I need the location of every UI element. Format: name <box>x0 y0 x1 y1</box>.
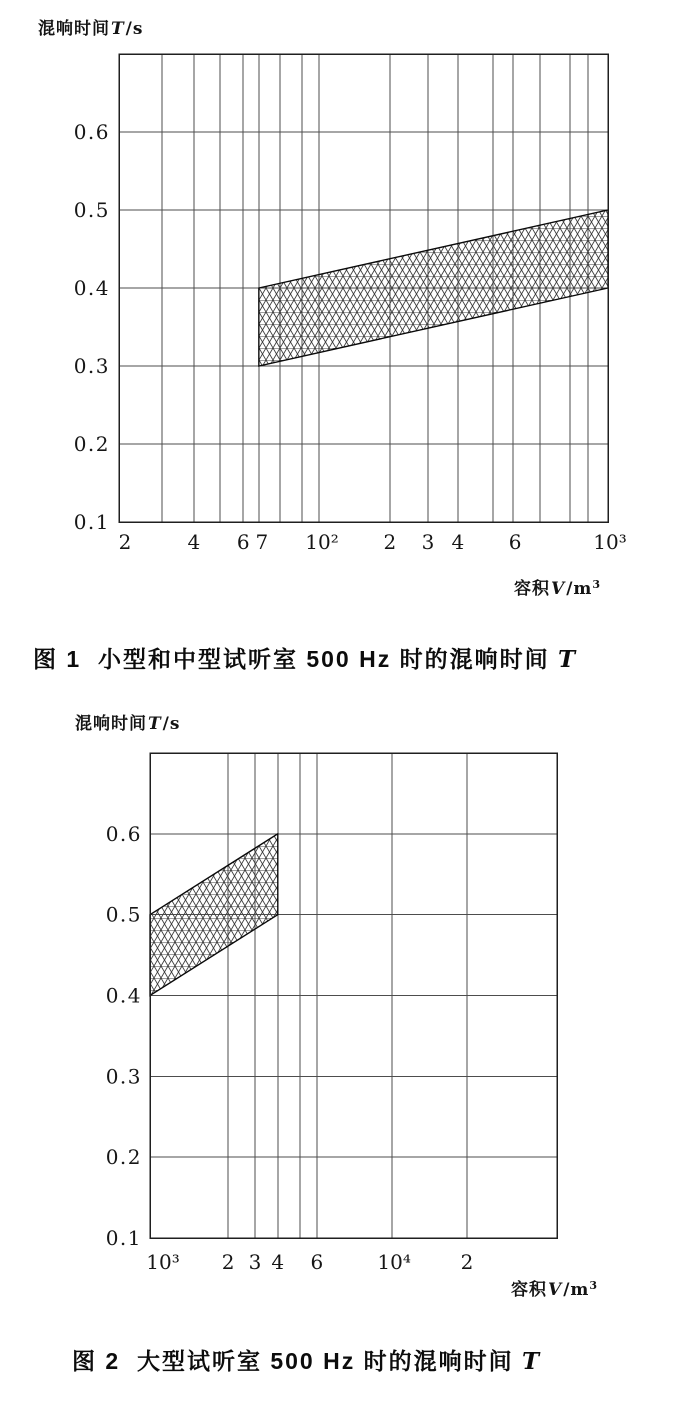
gridlines <box>150 753 557 1238</box>
figure1-tolerance-band <box>259 210 608 366</box>
figure1-x-axis-title <box>514 574 600 599</box>
figure2-tolerance-band <box>150 834 278 996</box>
figure1-caption-symbol: T <box>558 646 578 673</box>
x-tick-label: 10² <box>305 530 339 554</box>
x-tick-label: 4 <box>451 530 465 554</box>
y-tick-label: 0.1 <box>105 1226 142 1250</box>
x-tick-label: 3 <box>421 530 435 554</box>
figure1-caption <box>33 641 577 674</box>
figure1-x-axis-symbol: V <box>551 579 566 599</box>
figure2-caption <box>72 1343 541 1376</box>
figure2-y-axis-title-text: 混响时间 <box>75 714 147 734</box>
figure1-canvas <box>0 0 677 630</box>
y-tick-label: 0.4 <box>73 276 110 300</box>
x-tick-label: 6 <box>236 530 250 554</box>
figure1-caption-text: 图 1 小型和中型试听室 500 Hz 时的混响时间 <box>33 646 559 672</box>
x-tick-label: 10³ <box>146 1250 180 1274</box>
figure1-x-axis-title-text: 容积 <box>514 579 550 599</box>
y-tick-label: 0.3 <box>73 354 110 378</box>
figure2-y-axis-unit: /s <box>162 714 181 734</box>
y-tick-label: 0.6 <box>105 821 142 846</box>
figure2-x-axis-title-text: 容积 <box>511 1280 547 1300</box>
figure2-y-axis-symbol: T <box>148 714 162 734</box>
figure2-x-axis-title <box>511 1275 597 1300</box>
figure1-chart <box>0 0 677 630</box>
x-tick-label: 2 <box>118 530 132 554</box>
figure2-x-axis-unit-exponent: 3 <box>589 1279 598 1292</box>
x-tick-label: 3 <box>248 1250 262 1274</box>
y-tick-label: 0.6 <box>73 120 110 144</box>
figure2-x-axis-unit: /m <box>563 1280 590 1300</box>
x-tick-label: 10³ <box>593 530 627 554</box>
figure2-caption-text: 图 2 大型试听室 500 Hz 时的混响时间 <box>72 1348 523 1374</box>
x-tick-label: 6 <box>310 1250 324 1274</box>
figure2-caption-symbol: T <box>522 1348 542 1375</box>
y-tick-label: 0.3 <box>105 1064 142 1089</box>
figure2-x-axis-symbol: V <box>548 1280 563 1300</box>
figure1-x-axis-unit: /m <box>566 579 593 599</box>
y-tick-label: 0.5 <box>105 902 142 927</box>
x-tick-label: 2 <box>460 1250 474 1274</box>
x-tick-label: 6 <box>508 530 522 554</box>
x-tick-label: 10⁴ <box>377 1250 411 1274</box>
x-tick-label: 4 <box>187 530 201 554</box>
y-tick-label: 0.5 <box>73 198 110 222</box>
tick-labels <box>106 822 474 1274</box>
x-tick-label: 7 <box>255 530 269 554</box>
y-tick-label: 0.1 <box>73 510 110 534</box>
figure1-x-axis-unit-exponent: 3 <box>592 578 601 591</box>
x-tick-label: 2 <box>383 530 397 554</box>
figure1-y-axis-symbol: T <box>111 19 125 39</box>
y-tick-label: 0.4 <box>105 983 142 1008</box>
figure2-canvas <box>0 690 677 1320</box>
x-tick-label: 2 <box>221 1250 235 1274</box>
y-tick-label: 0.2 <box>105 1145 142 1170</box>
y-tick-label: 0.2 <box>73 432 110 456</box>
figure1-y-axis-title-text: 混响时间 <box>38 19 110 39</box>
figure1-y-axis-unit: /s <box>125 19 144 39</box>
figure2-chart <box>0 690 677 1320</box>
x-tick-label: 4 <box>271 1250 285 1274</box>
